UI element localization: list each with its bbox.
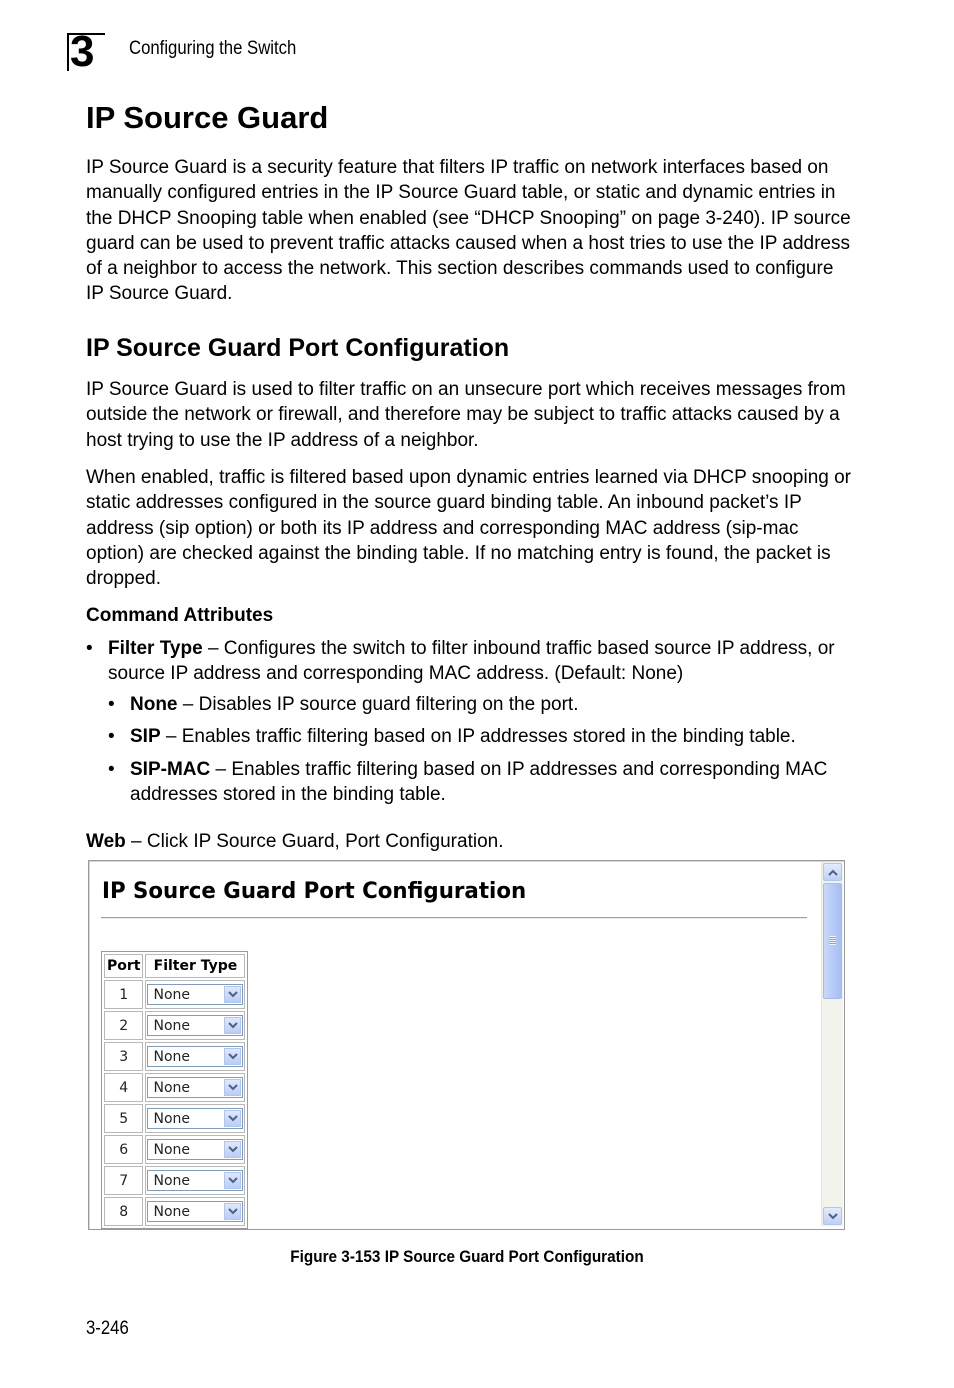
filter-type-select[interactable] <box>147 984 243 1005</box>
select-value: None <box>153 1204 191 1220</box>
chevron-down-icon <box>228 1208 238 1215</box>
port-config-table <box>101 951 248 1229</box>
filter-type-cell <box>145 1042 245 1071</box>
option-desc: – Disables IP source guard filtering on the port. <box>177 694 579 715</box>
port-cell: 3 <box>104 1042 143 1071</box>
web-screenshot <box>88 860 845 1230</box>
chevron-down-icon <box>228 1084 238 1091</box>
filter-type-cell <box>145 1104 245 1133</box>
option-term: SIP <box>130 726 161 747</box>
attributes-heading: Command Attributes <box>86 605 274 626</box>
chevron-down-icon <box>828 1213 838 1220</box>
select-value: None <box>153 987 191 1003</box>
subsection-title: IP Source Guard Port Configuration <box>86 334 510 362</box>
web-instruction <box>86 829 856 854</box>
option-desc: – Enables traffic filtering based on IP addresses and corresponding MAC addresses stored in the binding table. <box>130 759 828 806</box>
section-title: IP Source Guard <box>86 100 329 135</box>
table-row <box>104 1166 245 1195</box>
port-cell: 7 <box>104 1166 143 1195</box>
grip-icon <box>829 936 836 945</box>
filter-type-select[interactable] <box>147 1139 243 1160</box>
port-cell: 4 <box>104 1073 143 1102</box>
filter-type-select[interactable] <box>147 1170 243 1191</box>
table-row <box>104 1073 245 1102</box>
column-header-filter-type: Filter Type <box>145 954 245 978</box>
chevron-down-icon <box>228 991 238 998</box>
filter-type-desc: – Configures the switch to filter inbound traffic based source IP address, or source IP address and corresponding MAC address. (Default: None) <box>108 638 835 685</box>
filter-type-cell <box>145 1166 245 1195</box>
section-intro: IP Source Guard is a security feature that filters IP traffic on network interfaces based on manually configured entries in the IP Source Guard table, or static and dynamic entries in the DHCP Snooping table when enabled (see “DHCP Snooping” on page 3-240). IP source guard can be used to prevent traffic attacks caused when a host tries to use the IP address of a neighbor to access the network. This section describes commands used to configure IP Source Guard. <box>86 157 851 305</box>
bullet-glyph: • <box>108 694 115 715</box>
chevron-down-icon <box>228 1022 238 1029</box>
table-row <box>104 1197 245 1226</box>
filter-type-select[interactable] <box>147 1108 243 1129</box>
subsection-para-1: IP Source Guard is used to filter traffic on an unsecure port which receives messages from outside the network or firewall, and therefore may be subject to traffic attacks caused by a host trying to use the IP address of a neighbor. <box>86 379 846 451</box>
chevron-down-icon <box>228 1115 238 1122</box>
filter-type-term: Filter Type <box>108 638 203 659</box>
table-header-row <box>104 954 245 978</box>
chapter-number: 3 <box>70 27 95 76</box>
table-row <box>104 1011 245 1040</box>
dropdown-button[interactable] <box>224 1048 241 1065</box>
web-desc: – Click IP Source Guard, Port Configuration. <box>125 831 504 852</box>
filter-type-cell <box>145 1197 245 1226</box>
bullet-glyph: • <box>86 638 93 659</box>
bullet-text <box>108 636 856 687</box>
chevron-down-icon <box>228 1177 238 1184</box>
option-desc: – Enables traffic filtering based on IP addresses stored in the binding table. <box>160 726 796 747</box>
bullet-glyph: • <box>108 759 115 780</box>
port-cell: 2 <box>104 1011 143 1040</box>
scroll-down-button[interactable] <box>823 1207 842 1225</box>
dropdown-button[interactable] <box>224 1141 241 1158</box>
dropdown-button[interactable] <box>224 1203 241 1220</box>
running-title: Configuring the Switch <box>129 38 297 59</box>
table-row <box>104 1042 245 1071</box>
select-value: None <box>153 1049 191 1065</box>
select-value: None <box>153 1080 191 1096</box>
select-value: None <box>153 1018 191 1034</box>
screenshot-title: IP Source Guard Port Configuration <box>102 879 527 904</box>
chevron-down-icon <box>228 1146 238 1153</box>
dropdown-button[interactable] <box>224 1172 241 1189</box>
select-value: None <box>153 1111 191 1127</box>
title-divider <box>101 917 807 919</box>
filter-type-select[interactable] <box>147 1015 243 1036</box>
subsection-para-2: When enabled, traffic is filtered based upon dynamic entries learned via DHCP snooping or static addresses configured in the source guard binding table. An inbound packet’s IP address (sip option) or both its IP address and corresponding MAC address (sip-mac option) are checked against the binding table. If no matching entry is found, the packet is dropped. <box>86 467 852 590</box>
filter-type-select[interactable] <box>147 1201 243 1222</box>
option-term: SIP-MAC <box>130 759 211 780</box>
select-value: None <box>153 1142 191 1158</box>
chevron-down-icon <box>228 1053 238 1060</box>
filter-type-select[interactable] <box>147 1046 243 1067</box>
table-row <box>104 980 245 1009</box>
table-row <box>104 1104 245 1133</box>
web-term: Web <box>86 831 126 852</box>
table-row <box>104 1135 245 1164</box>
filter-type-cell <box>145 1073 245 1102</box>
port-cell: 1 <box>104 980 143 1009</box>
column-header-port: Port <box>104 954 143 978</box>
bullet-glyph: • <box>108 726 115 747</box>
filter-type-cell <box>145 1011 245 1040</box>
option-term: None <box>130 694 178 715</box>
filter-type-select[interactable] <box>147 1077 243 1098</box>
page-number: 3-246 <box>86 1318 129 1339</box>
port-cell: 6 <box>104 1135 143 1164</box>
dropdown-button[interactable] <box>224 1017 241 1034</box>
port-cell: 5 <box>104 1104 143 1133</box>
select-value: None <box>153 1173 191 1189</box>
dropdown-button[interactable] <box>224 986 241 1003</box>
port-cell: 8 <box>104 1197 143 1226</box>
dropdown-button[interactable] <box>224 1110 241 1127</box>
vertical-scrollbar[interactable] <box>821 862 843 1226</box>
dropdown-button[interactable] <box>224 1079 241 1096</box>
chevron-up-icon <box>828 869 838 876</box>
figure-caption: Figure 3-153 IP Source Guard Port Configuration <box>290 1247 644 1266</box>
scroll-up-button[interactable] <box>823 863 842 881</box>
filter-type-cell <box>145 980 245 1009</box>
scroll-thumb[interactable] <box>823 883 842 999</box>
filter-type-cell <box>145 1135 245 1164</box>
